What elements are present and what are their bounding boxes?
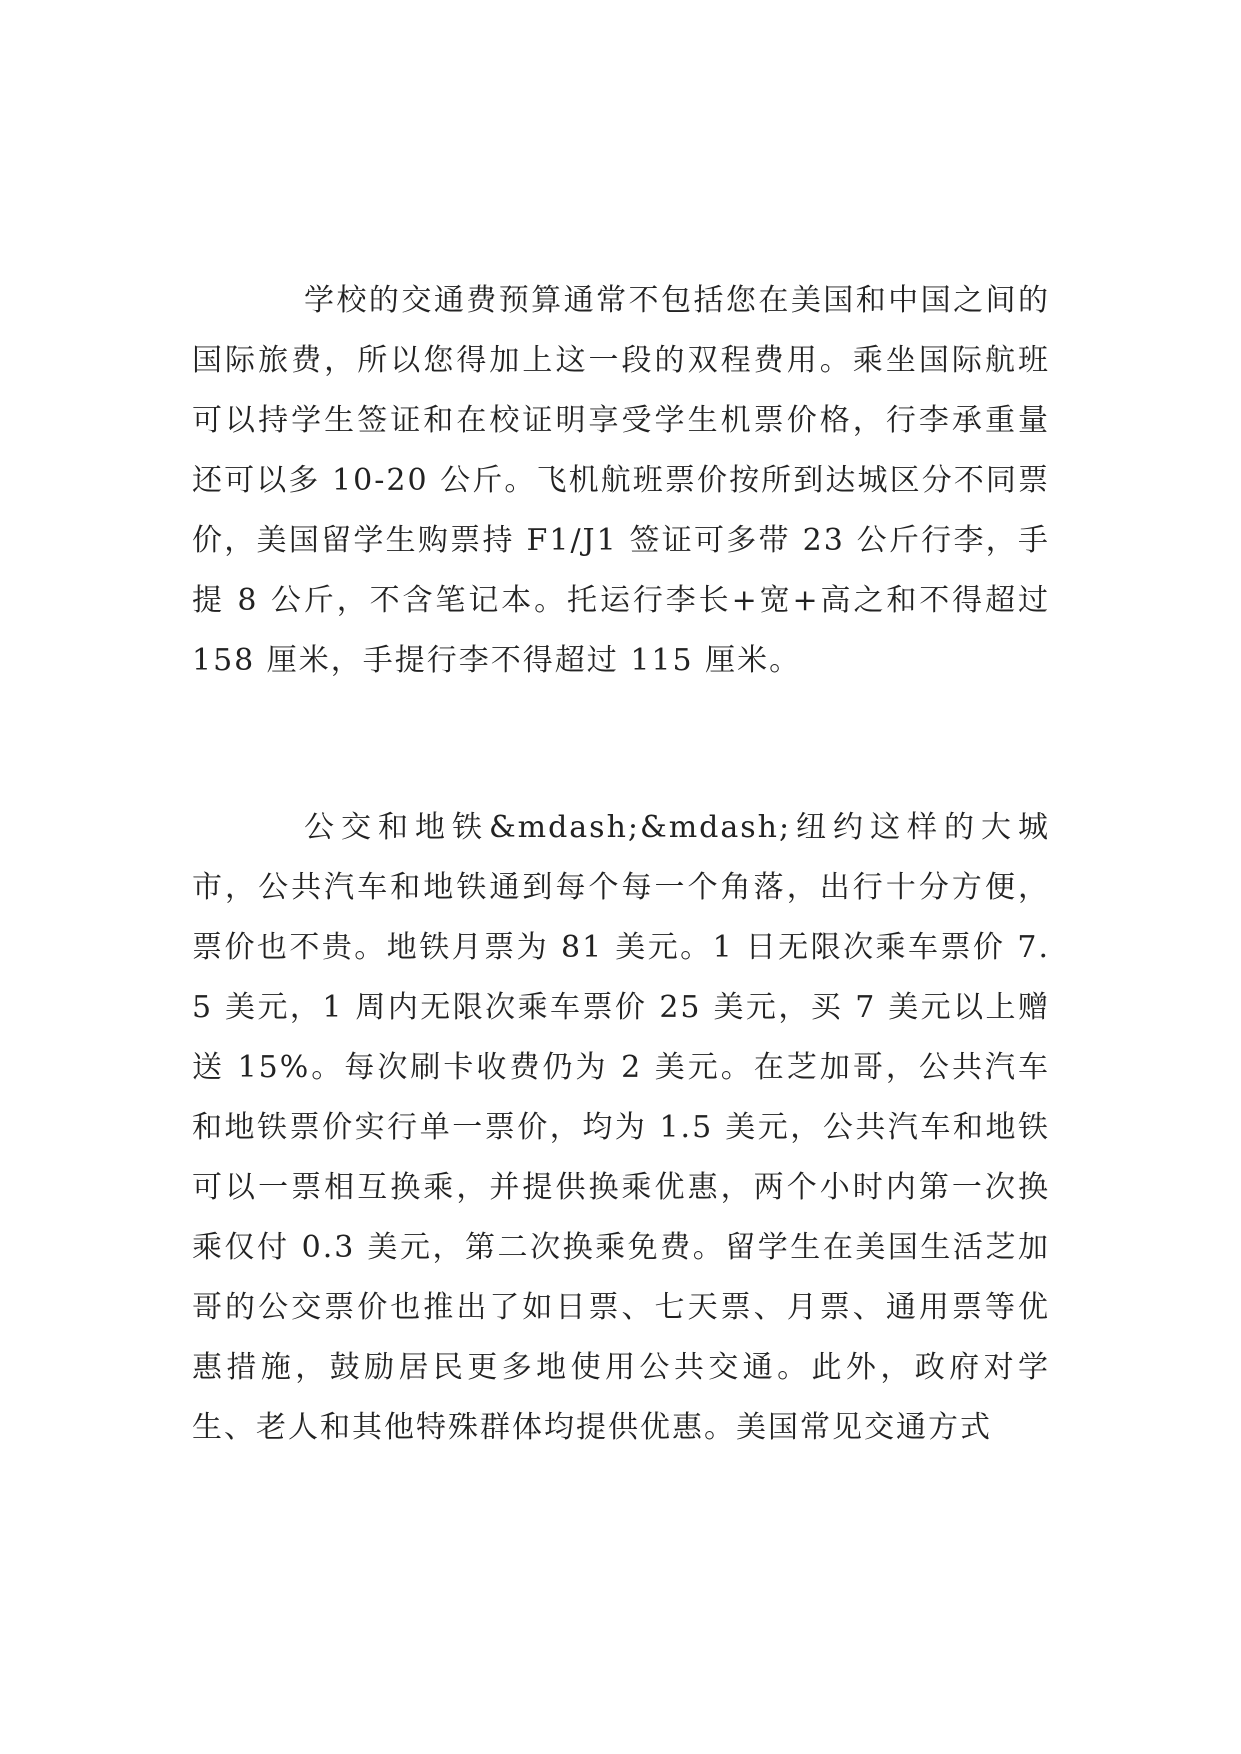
- paragraph-public-transit: 公交和地铁&mdash;&mdash;纽约这样的大城市，公共汽车和地铁通到每个每一个角落，出行十分方便，票价也不贵。地铁月票为 81 美元。1 日无限次乘车票价 7.5 美元，1 周内无限次乘车票价 25 美元，买 7 美元以上赠送 15%。每次刷卡收费仍为 2 美元。在芝加哥，公共汽车和地铁票价实行单一票价，均为 1.5 美元，公共汽车和地铁可以一票相互换乘，并提供换乘优惠，两个小时内第一次换乘仅付 0.3 美元，第二次换乘免费。留学生在美国生活芝加哥的公交票价也推出了如日票、七天票、月票、通用票等优惠措施，鼓励居民更多地使用公共交通。此外，政府对学生、老人和其他特殊群体均提供优惠。美国常见交通方式: [192, 810, 1050, 1445]
- paragraph-international-travel: 学校的交通费预算通常不包括您在美国和中国之间的国际旅费，所以您得加上这一段的双程费用。乘坐国际航班可以持学生签证和在校证明享受学生机票价格，行李承重量还可以多 10-20 公斤。飞机航班票价按所到达城区分不同票价，美国留学生购票持 F1/J1 签证可多带 23 公斤行李，手提 8 公斤，不含笔记本。托运行李长+宽+高之和不得超过 158 厘米，手提行李不得超过 115 厘米。: [192, 283, 1050, 678]
